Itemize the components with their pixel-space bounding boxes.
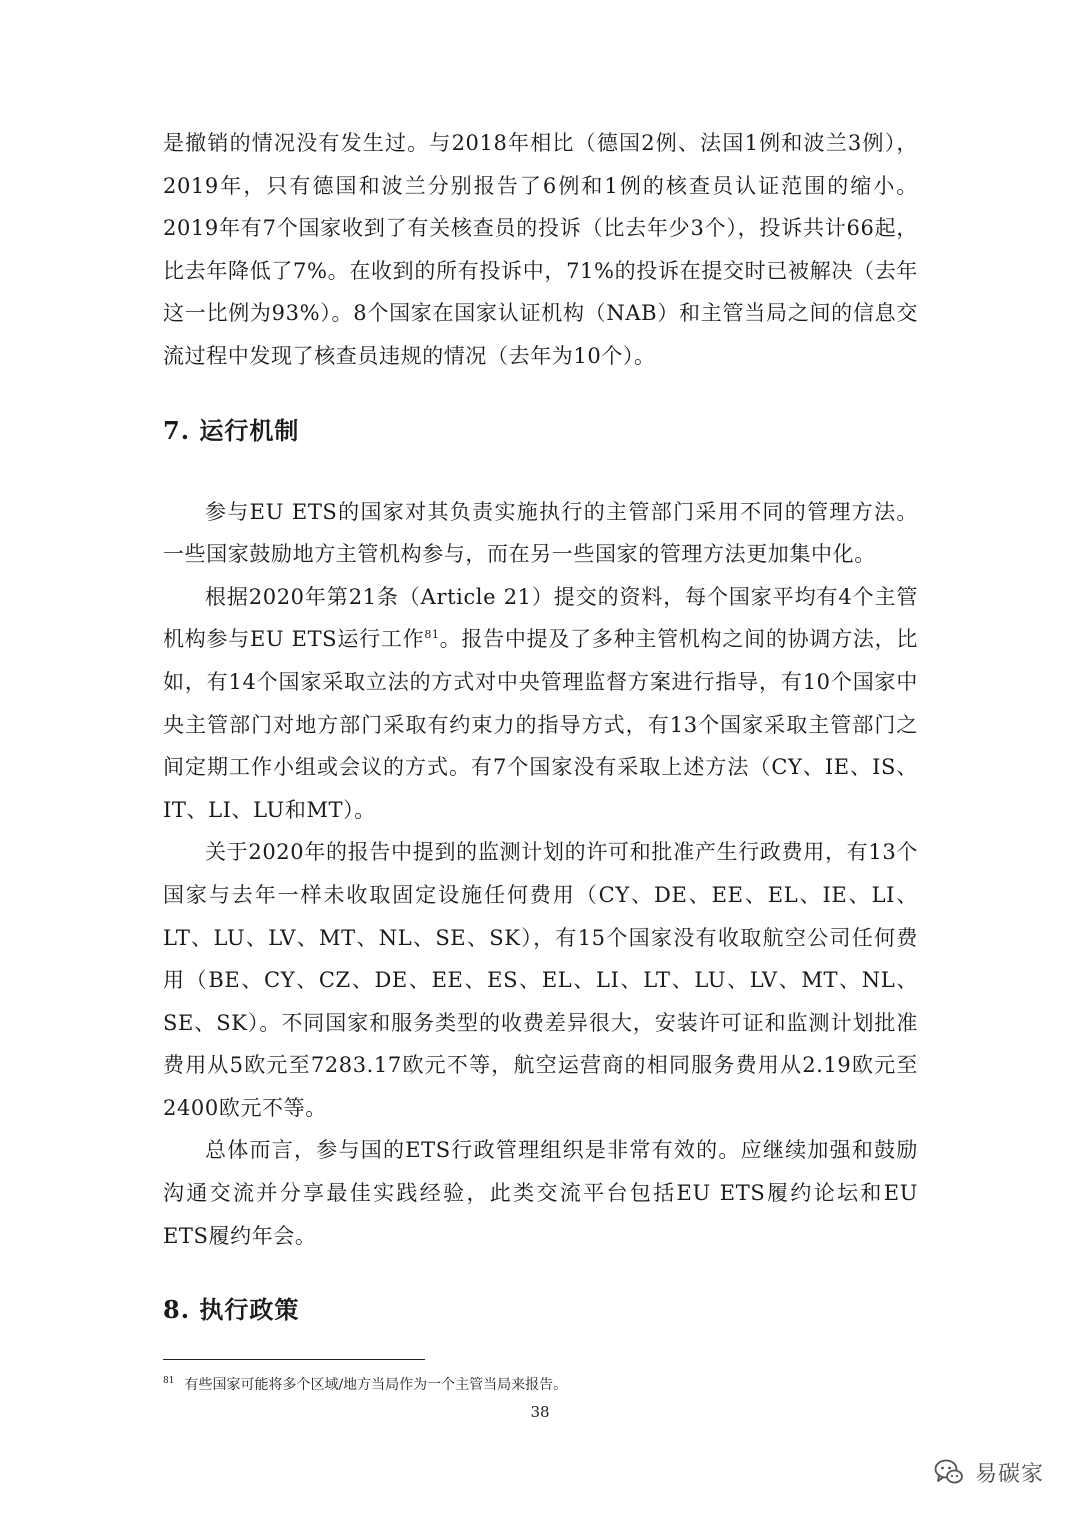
section-7-paragraph-3: 关于2020年的报告中提到的监测计划的许可和批准产生行政费用，有13个国家与去年一样未收取固定设施任何费用（CY、DE、EE、EL、IE、LI、LT、LU、LV、MT、NL、SE、SK），有15个国家没有收取航空公司任何费用（BE、CY、CZ、DE、EE、ES、EL、LI、LT、LU、LV、MT、NL、SE、SK）。不同国家和服务类型的收费差异很大，安装许可证和监测计划批准费用从5欧元至7283.17欧元不等，航空运营商的相同服务费用从2.19欧元至2400欧元不等。 (163, 840, 918, 1120)
wechat-icon (933, 1456, 965, 1488)
section-7-paragraph-1: 参与EU ETS的国家对其负责实施执行的主管部门采用不同的管理方法。一些国家鼓励地方主管机构参与，而在另一些国家的管理方法更加集中化。 (163, 499, 918, 567)
section-7-paragraph-4: 总体而言，参与国的ETS行政管理组织是非常有效的。应继续加强和鼓励沟通交流并分享最佳实践经验，此类交流平台包括EU ETS履约论坛和EU ETS履约年会。 (163, 1138, 918, 1248)
page-content (163, 122, 918, 1330)
paragraph-2-text-b: 。报告中提及了多种主管机构之间的协调方法，比如，有14个国家采取立法的方式对中央管理监督方案进行指导，有10个国家中央主管部门对地方部门采取有约束力的指导方式，有13个国家采取主管部门之间定期工作小组或会议的方式。有7个国家没有采取上述方法（CY、IE、IS、IT、LI、LU和MT）。 (163, 627, 919, 822)
section-8-heading: 8. 执行政策 (163, 1295, 300, 1325)
footnote-text: 有些国家可能将多个区域/地方当局作为一个主管当局来报告。 (184, 1377, 568, 1393)
watermark (933, 1456, 1044, 1488)
paragraph-continuation: 是撤销的情况没有发生过。与2018年相比（德国2例、法国1例和波兰3例），2019年，只有德国和波兰分别报告了6例和1例的核查员认证范围的缩小。2019年有7个国家收到了有关核查员的投诉（比去年少3个），投诉共计66起，比去年降低了7%。在收到的所有投诉中，71%的投诉在提交时已被解决（去年这一比例为93%）。8个国家在国家认证机构（NAB）和主管当局之间的信息交流过程中发现了核查员违规的情况（去年为10个）。 (163, 131, 918, 368)
footnote-number: 81 (163, 1376, 175, 1387)
footnote-reference: 81 (424, 628, 440, 642)
page-number: 38 (530, 1403, 550, 1421)
watermark-text: 易碳家 (975, 1461, 1045, 1487)
footnote-divider (163, 1359, 425, 1360)
section-7-paragraph-2 (163, 576, 918, 832)
section-7-heading: 7. 运行机制 (163, 415, 300, 445)
paragraph-2-text-a: 根据2020年第21条（Article 21）提交的资料，每个国家平均有4个主管机构参与EU ETS运行工作 (163, 584, 918, 652)
footnote (163, 1374, 567, 1396)
